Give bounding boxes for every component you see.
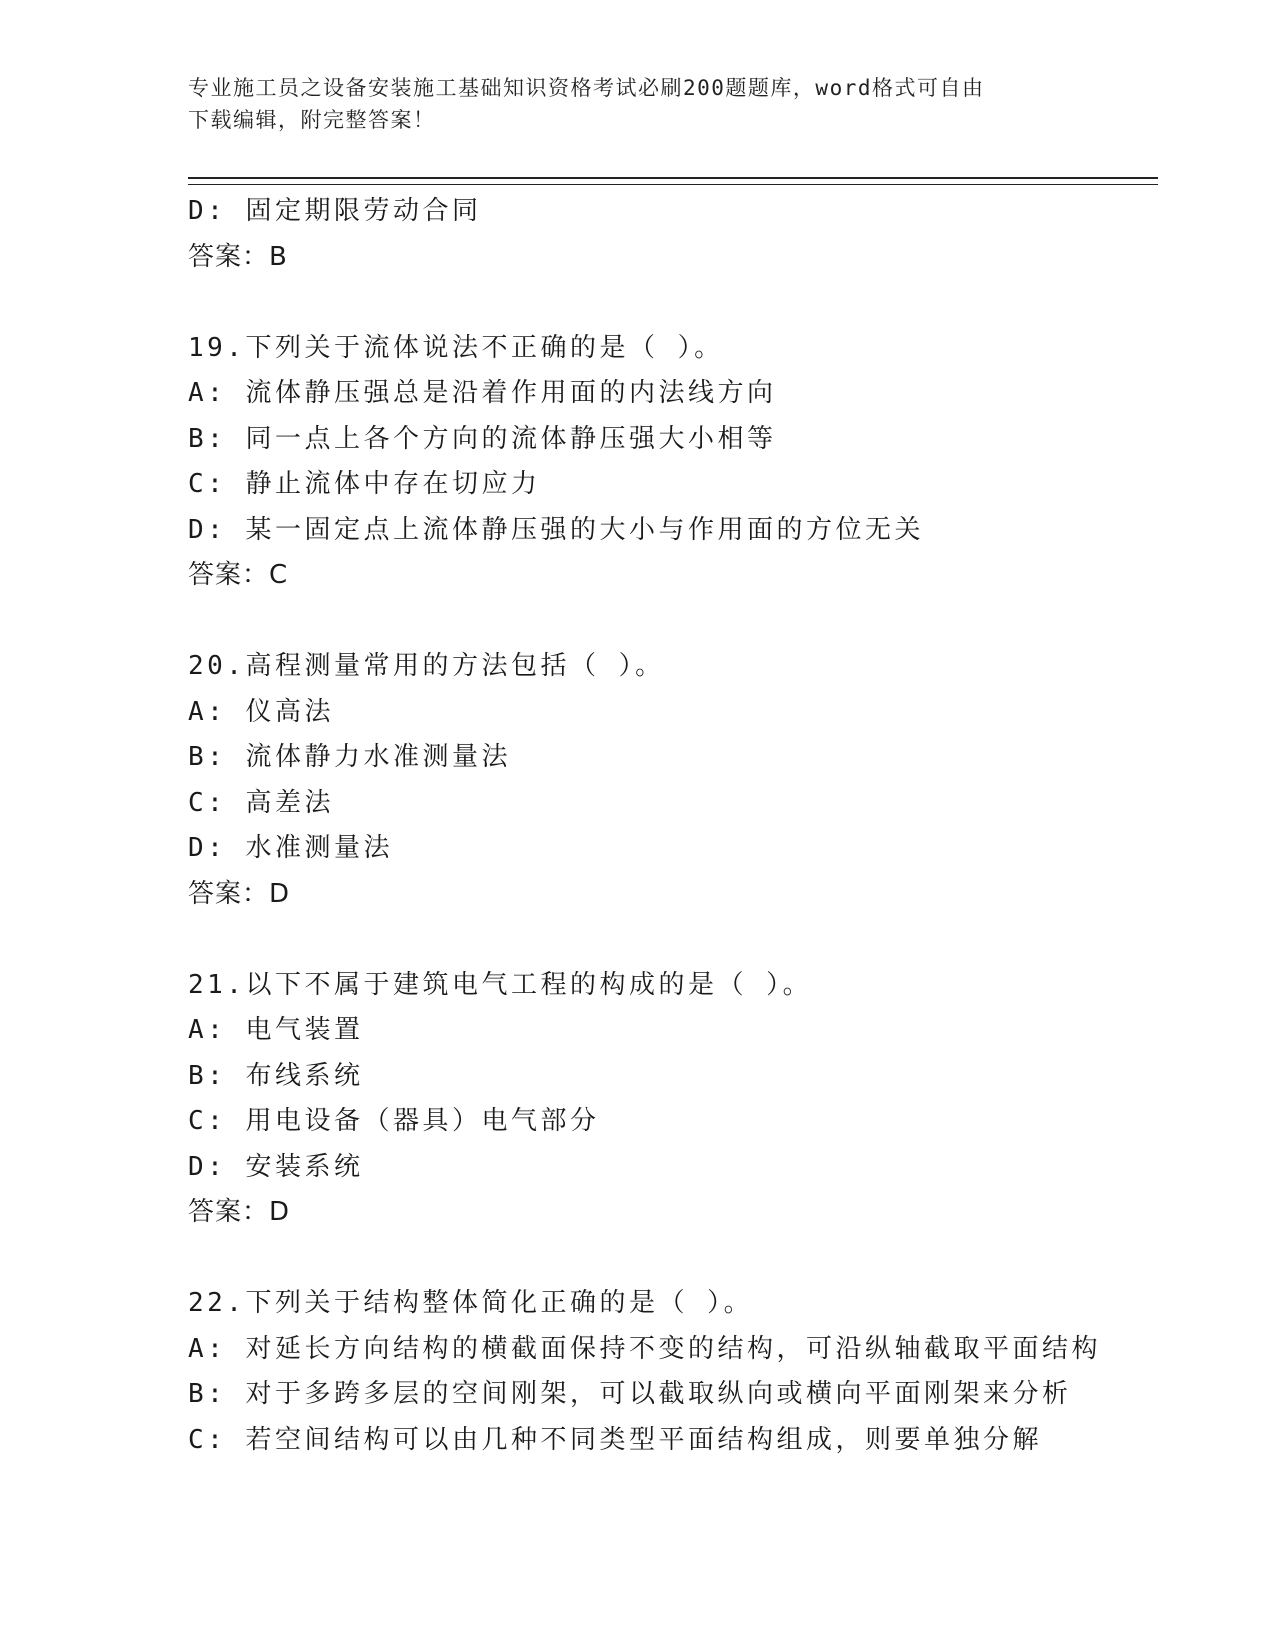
question-stem: 21.以下不属于建筑电气工程的构成的是（ ）。: [188, 969, 813, 1000]
page-header: [188, 72, 1088, 136]
question-list: [188, 189, 1148, 1463]
answer-line: 答案：D: [188, 1197, 291, 1227]
header-line-2: 下载编辑，附完整答案！: [188, 108, 436, 132]
question-20: [188, 644, 1148, 917]
header-line-1: 专业施工员之设备安装施工基础知识资格考试必刷200题题库，word格式可自由: [188, 76, 985, 100]
option-d: D: 水准测量法: [188, 833, 393, 863]
option-a: A: 仪高法: [188, 696, 334, 727]
option-c: C: 若空间结构可以由几种不同类型平面结构组成，则要单独分解: [188, 1424, 1042, 1455]
question-stem: 19.下列关于流体说法不正确的是（ ）。: [188, 332, 724, 363]
option-a: A: 电气装置: [188, 1015, 364, 1045]
answer-line: 答案：B: [188, 241, 288, 272]
answer-line: 答案：D: [188, 878, 291, 909]
option-b: B: 布线系统: [188, 1060, 364, 1091]
question-22: [188, 1281, 1148, 1463]
question-stem: 20.高程测量常用的方法包括（ ）。: [188, 651, 665, 681]
option-c: C: 静止流体中存在切应力: [188, 469, 541, 499]
question-18-continued: [188, 189, 1148, 280]
question-21: [188, 963, 1148, 1236]
option-b: B: 同一点上各个方向的流体静压强大小相等: [188, 423, 777, 454]
option-a: A: 流体静压强总是沿着作用面的内法线方向: [188, 378, 777, 408]
option-a: A: 对延长方向结构的横截面保持不变的结构，可沿纵轴截取平面结构: [188, 1333, 1101, 1364]
option-c: C: 用电设备（器具）电气部分: [188, 1106, 600, 1136]
answer-line: 答案：C: [188, 560, 289, 590]
option-c: C: 高差法: [188, 787, 334, 818]
option-b: B: 流体静力水准测量法: [188, 742, 511, 772]
option-d: D: 固定期限劳动合同: [188, 196, 482, 226]
header-divider: [188, 177, 1158, 185]
option-b: B: 对于多跨多层的空间刚架，可以截取纵向或横向平面刚架来分析: [188, 1379, 1072, 1409]
option-d: D: 某一固定点上流体静压强的大小与作用面的方位无关: [188, 514, 924, 545]
question-19: [188, 326, 1148, 599]
question-stem: 22.下列关于结构整体简化正确的是（ ）。: [188, 1288, 754, 1318]
option-d: D: 安装系统: [188, 1151, 364, 1182]
